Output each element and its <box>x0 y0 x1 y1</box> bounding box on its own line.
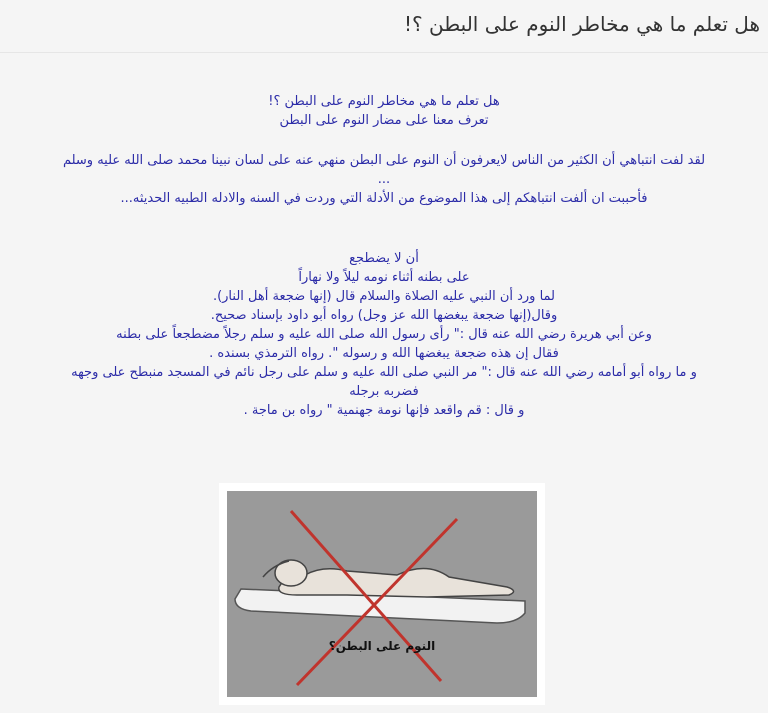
paragraph-2: فأحببت ان ألفت انتباهكم إلى هذا الموضوع من الأدلة التي وردت في السنه والادله الطبيه الحديثه... <box>120 191 648 206</box>
intro-subtitle: تعرف معنا على مضار النوم على البطن <box>279 113 489 128</box>
hadith-line: على بطنه أثناء نومه ليلاً ولا نهاراً <box>298 270 470 285</box>
hadith-line: و ما رواه أبو أمامه رضي الله عنه قال :" مر النبي صلى الله عليه و سلم على رجل نائم في المسجد منبطح على وجهه <box>71 365 697 380</box>
hadith-line: و قال : قم واقعد فإنها نومة جهنمية " رواه بن ماجة . <box>243 403 525 418</box>
hadith-line: أن لا يضطجع <box>349 251 419 266</box>
hadith-line: لما ورد أن النبي عليه الصلاة والسلام قال (إنها ضجعة أهل النار). <box>212 289 556 304</box>
intro-title: هل تعلم ما هي مخاطر النوم على البطن ؟! <box>268 94 500 109</box>
post-title: هل تعلم ما هي مخاطر النوم على البطن ؟! <box>404 12 760 36</box>
post-body <box>0 92 768 420</box>
illustration-frame <box>219 483 545 705</box>
ellipsis: ... <box>377 172 391 187</box>
sleeping-on-stomach-illustration <box>227 491 537 697</box>
hadith-line: فقال إن هذه ضجعة يبغضها الله و رسوله ". رواه الترمذي بسنده . <box>209 346 559 361</box>
hadith-line: وعن أبي هريرة رضي الله عنه قال :" رأى رسول الله صلى الله عليه و سلم رجلاً مضطجعاً على بطنه <box>116 327 652 342</box>
illustration-svg <box>227 491 537 697</box>
paragraph-1: لقد لفت انتباهي أن الكثير من الناس لايعرفون أن النوم على البطن منهي عنه على لسان نبينا محمد صلى الله عليه وسلم <box>62 153 706 168</box>
image-caption: النوم على البطن؟ <box>328 639 436 653</box>
title-divider <box>0 52 768 53</box>
hadith-line: وقال(إنها ضجعة يبغضها الله عز وجل) رواه أبو داود بإسناد صحيح. <box>210 308 558 323</box>
hadith-line: فضربه برجله <box>349 384 419 399</box>
